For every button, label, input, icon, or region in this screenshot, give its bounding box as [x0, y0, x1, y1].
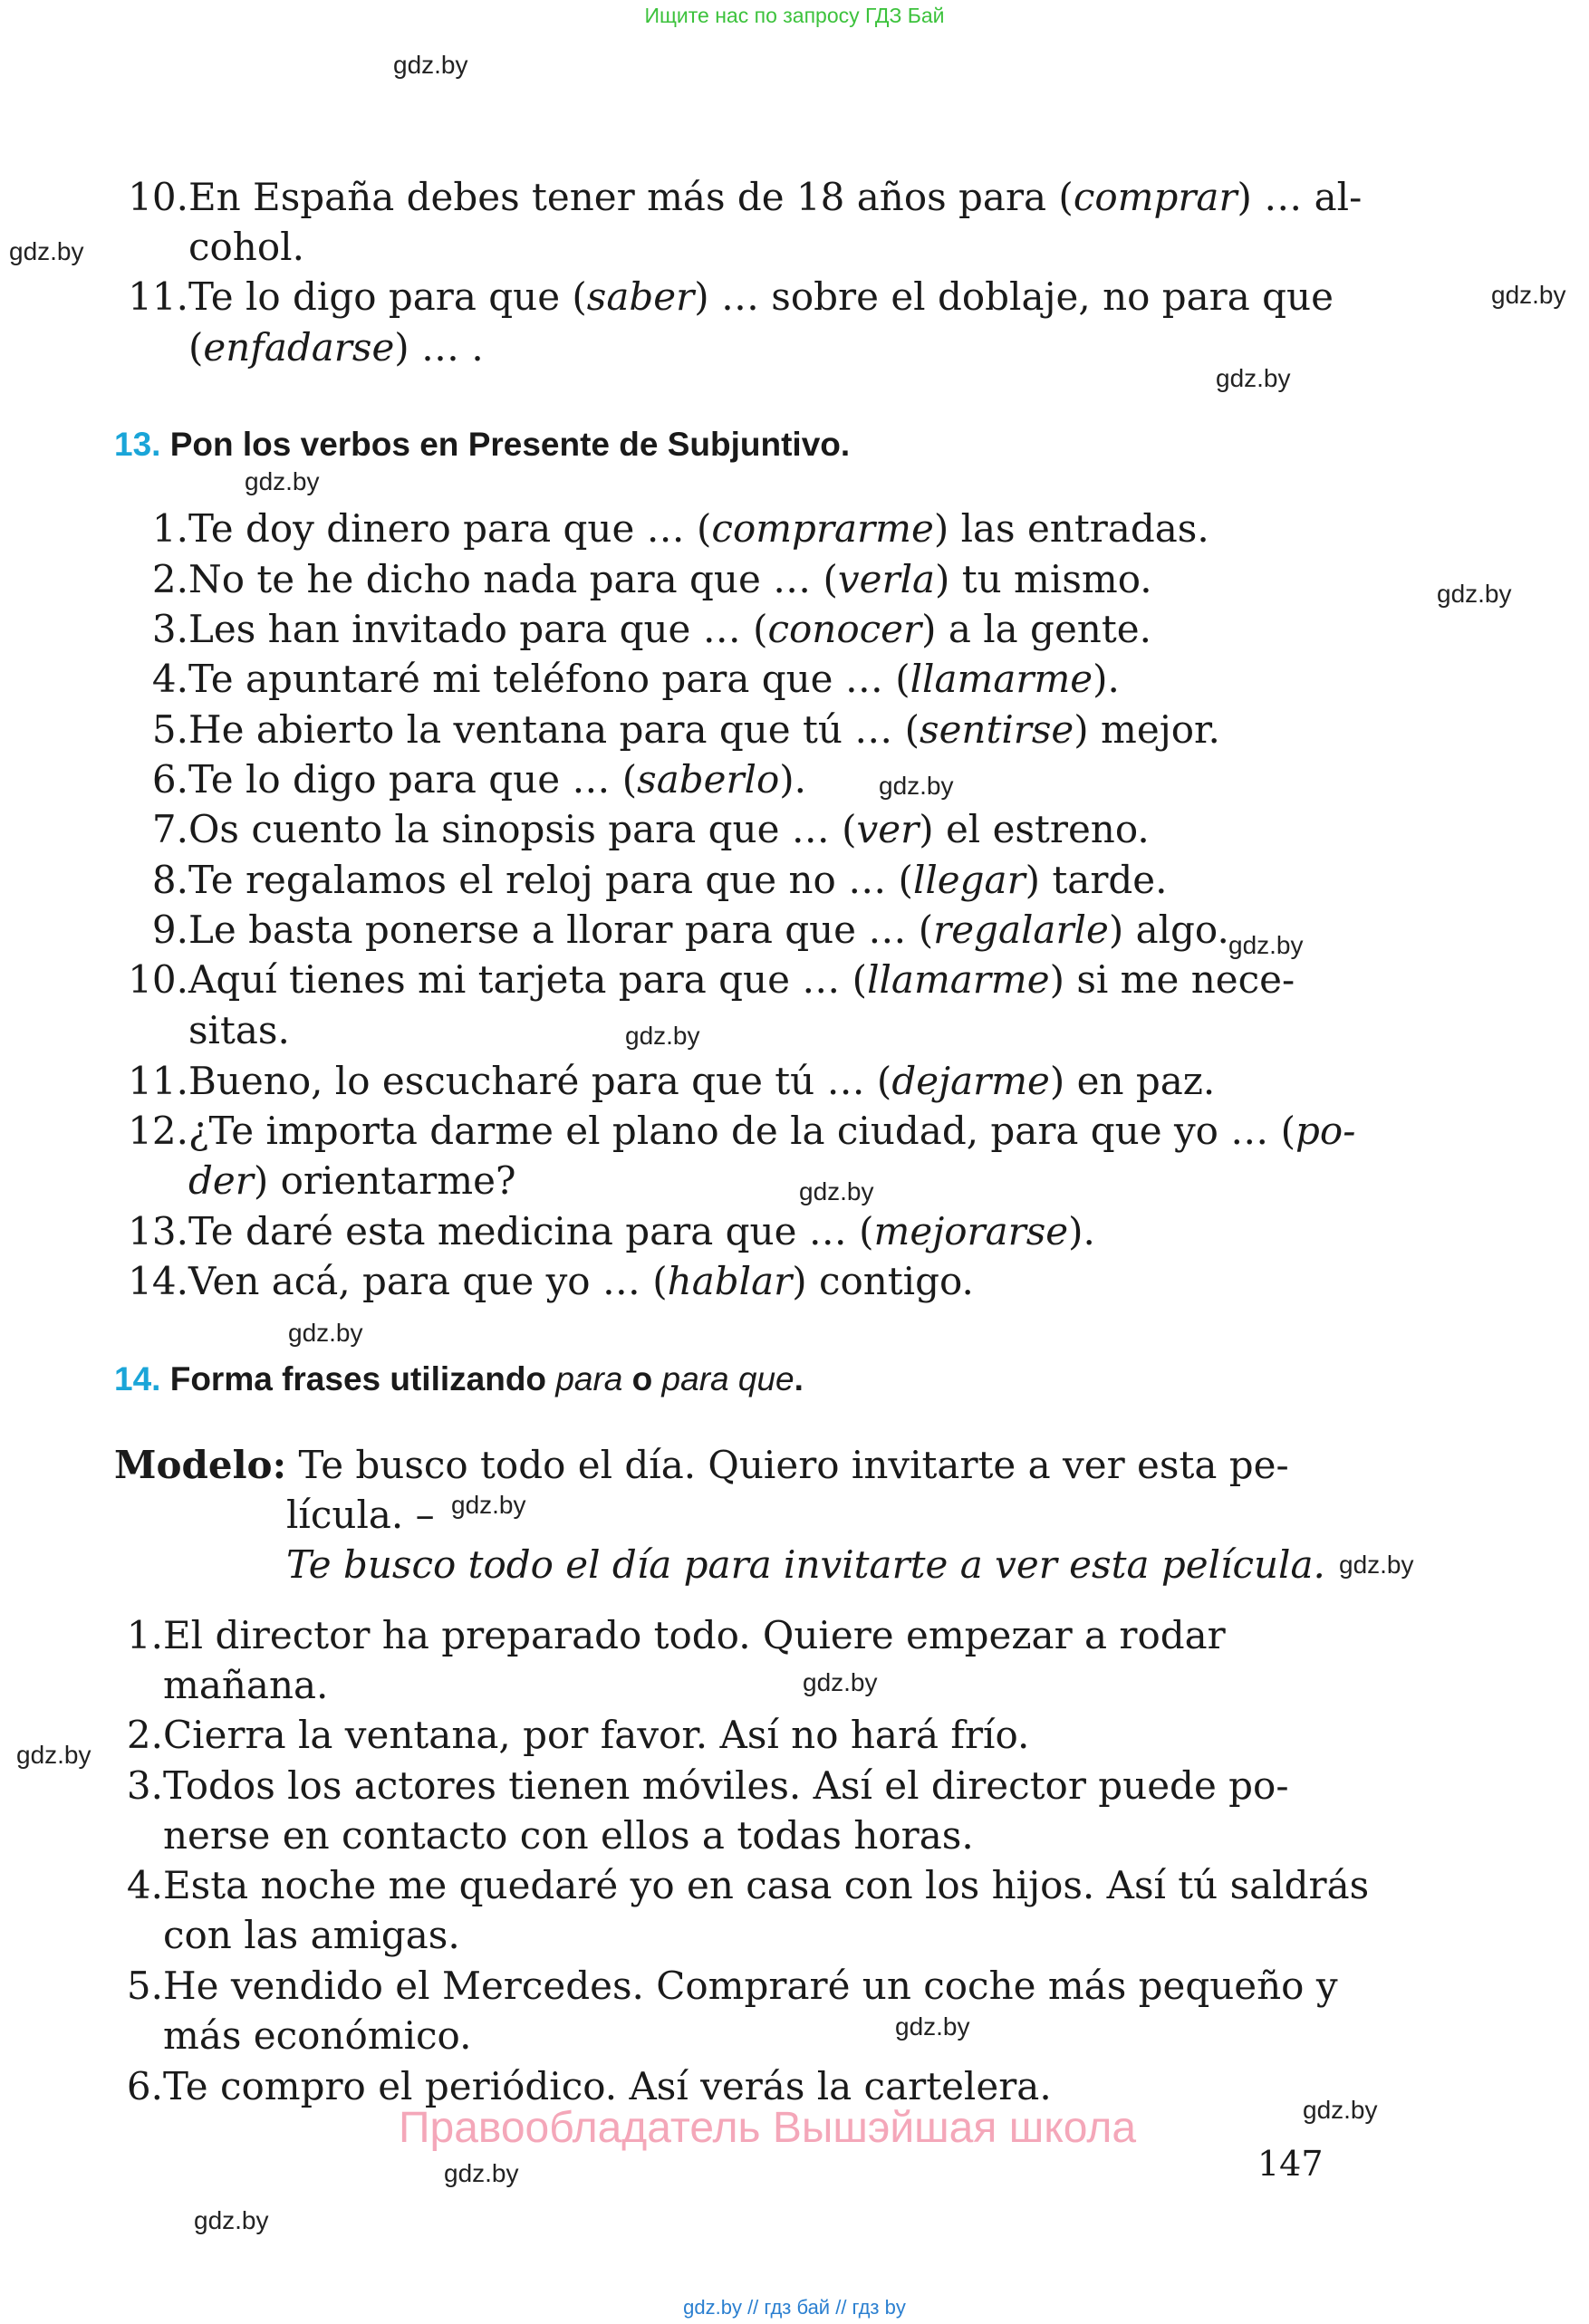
list-item: 2. No te he dicho nada para que … (verla) tu mismo. — [151, 557, 1152, 601]
list-item: 5. He abierto la ventana para que tú … (sentirse) mejor. — [151, 707, 1220, 752]
watermark: gdz.by — [879, 772, 954, 800]
watermark: gdz.by — [245, 467, 320, 495]
list-item: 4. Esta noche me quedaré yo en casa con los hijos. Así tú saldrás — [126, 1863, 1370, 1907]
list-item: 11. Bueno, lo escucharé para que tú … (dejarme) en paz. — [128, 1059, 1216, 1103]
exercise-14-heading: 14. Forma frases utilizando para o para que. — [114, 1360, 804, 1397]
exercise-13-heading: 13. Pon los verbos en Presente de Subjuntivo. — [114, 426, 851, 463]
watermark: gdz.by — [1339, 1551, 1414, 1579]
list-item: 5. He vendido el Mercedes. Compraré un coche más pequeño y — [126, 1964, 1338, 2008]
list-item: 2. Cierra la ventana, por favor. Así no hará frío. — [126, 1713, 1030, 1757]
watermark: gdz.by — [625, 1022, 700, 1050]
watermark: gdz.by — [1228, 931, 1304, 959]
list-item: 10. En España debes tener más de 18 años para (comprar) … al- — [128, 175, 1363, 219]
list-item: 6. Te lo digo para que … (saberlo). — [151, 757, 807, 802]
model-example-continuation: lícula. – — [286, 1493, 435, 1537]
watermark: gdz.by — [9, 237, 84, 265]
watermark: gdz.by — [803, 1668, 878, 1696]
watermark: gdz.by — [1437, 580, 1512, 608]
list-item-continuation: con las amigas. — [163, 1913, 460, 1957]
watermark: gdz.by — [1491, 281, 1566, 309]
copyright-holder: Правообладатель Вышэйшая школа — [399, 2104, 1137, 2152]
top-search-link[interactable]: Ищите нас по запросу ГДЗ Бай — [644, 4, 945, 27]
list-item: 4. Te apuntaré mi teléfono para que … (llamarme). — [151, 657, 1120, 701]
list-item-continuation: der) orientarme? — [188, 1158, 516, 1203]
watermark: gdz.by — [451, 1491, 526, 1519]
list-item: 13. Te daré esta medicina para que … (mejorarse). — [128, 1209, 1095, 1253]
list-item-continuation: mañana. — [163, 1663, 329, 1707]
watermark: gdz.by — [1303, 2096, 1378, 2124]
list-item-continuation: nerse en contacto con ellos a todas horas. — [163, 1813, 974, 1858]
list-item: 8. Te regalamos el reloj para que no … (llegar) tarde. — [151, 858, 1168, 902]
list-item: 11. Te lo digo para que (saber) … sobre el doblaje, no para que — [128, 274, 1334, 319]
watermark: gdz.by — [799, 1177, 874, 1205]
list-item: 14. Ven acá, para que yo … (hablar) contigo. — [128, 1259, 974, 1303]
model-example: Modelo: Te busco todo el día. Quiero invitarte a ver esta pe- — [114, 1443, 1289, 1487]
list-item-continuation: (enfadarse) … . — [188, 325, 484, 370]
list-item: 1. Te doy dinero para que … (comprarme) las entradas. — [151, 506, 1209, 551]
watermark: gdz.by — [895, 2012, 970, 2041]
watermark: gdz.by — [288, 1319, 363, 1347]
bottom-links[interactable]: gdz.by // гдз бай // гдз by — [683, 2296, 906, 2319]
list-item: 7. Os cuento la sinopsis para que … (ver) el estreno. — [151, 807, 1150, 851]
list-item-continuation: más económico. — [163, 2013, 472, 2058]
list-item: 12. ¿Te importa darme el plano de la ciudad, para que yo … (po- — [128, 1109, 1356, 1153]
list-item: 1. El director ha preparado todo. Quiere empezar a rodar — [126, 1613, 1226, 1657]
model-answer: Te busco todo el día para invitarte a ver esta película. — [286, 1542, 1325, 1587]
list-item: 6. Te compro el periódico. Así verás la cartelera. — [126, 2064, 1052, 2108]
list-item: 3. Les han invitado para que … (conocer) a la gente. — [151, 607, 1151, 651]
list-item: 10. Aquí tienes mi tarjeta para que … (llamarme) si me nece- — [128, 957, 1295, 1002]
watermark: gdz.by — [194, 2206, 269, 2234]
list-item-continuation: sitas. — [188, 1008, 290, 1052]
watermark: gdz.by — [393, 51, 468, 79]
watermark: gdz.by — [444, 2159, 519, 2187]
list-item: 9. Le basta ponerse a llorar para que … (regalarle) algo. — [151, 908, 1229, 952]
watermark: gdz.by — [1216, 364, 1291, 392]
page-number: 147 — [1257, 2144, 1324, 2184]
watermark: gdz.by — [16, 1741, 91, 1769]
list-item-continuation: cohol. — [188, 225, 304, 269]
list-item: 3. Todos los actores tienen móviles. Así el director puede po- — [126, 1763, 1289, 1808]
